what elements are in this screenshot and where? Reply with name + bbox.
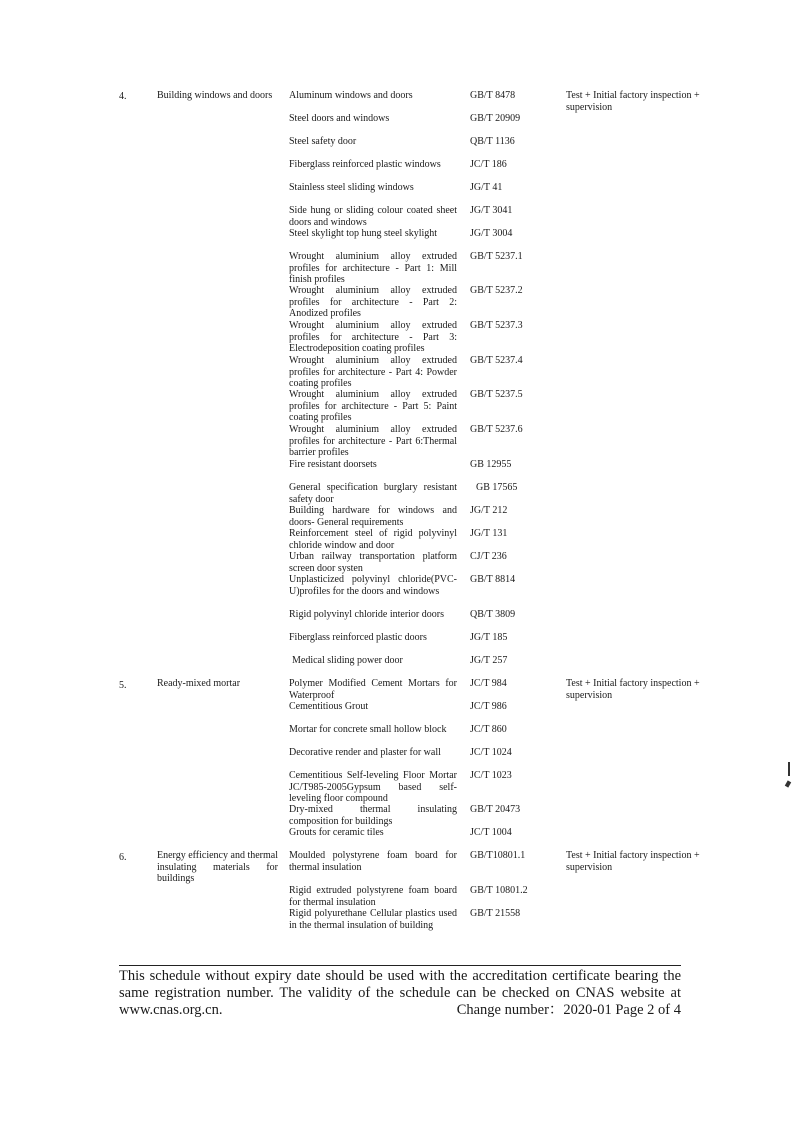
- product-name: Rigid polyvinyl chloride interior doors: [289, 609, 444, 620]
- standard-code: JG/T 257: [470, 655, 508, 666]
- product-name: Steel safety door: [289, 136, 357, 147]
- standard-code: JC/T 1024: [470, 747, 512, 758]
- standard-code: GB/T 5237.3: [470, 320, 523, 331]
- product-name: Cementitious Grout: [289, 701, 369, 712]
- group-number: 6.: [119, 852, 127, 863]
- product-name: Decorative render and plaster for wall: [289, 747, 441, 758]
- standard-code: JG/T 3004: [470, 228, 513, 239]
- standard-code: CJ/T 236: [470, 551, 507, 562]
- standard-code: JC/T 186: [470, 159, 507, 170]
- standard-code: GB/T10801.1: [470, 850, 526, 861]
- product-name: Dry-mixed thermal insulating composition for buildings: [289, 804, 457, 827]
- standard-code: GB/T 5237.1: [470, 251, 523, 262]
- group-category: Ready-mixed mortar: [157, 678, 241, 689]
- group-method: Test + Initial factory inspection + supervision: [566, 90, 700, 113]
- product-name: Rigid extruded polystyrene foam board for thermal insulation: [289, 885, 457, 908]
- footer-line-3: [119, 1002, 681, 1019]
- standard-code: GB/T 5237.2: [470, 285, 523, 296]
- standard-code: GB 17565: [476, 482, 518, 493]
- product-name: Polymer Modified Cement Mortars for Waterproof: [289, 678, 457, 701]
- standard-code: JC/T 984: [470, 678, 507, 689]
- product-name: Urban railway transportation platform screen door systen: [289, 551, 457, 574]
- standard-code: QB/T 1136: [470, 136, 515, 147]
- standard-code: GB/T 5237.5: [470, 389, 523, 400]
- product-name: Steel doors and windows: [289, 113, 390, 124]
- group-method: Test + Initial factory inspection + supervision: [566, 678, 700, 701]
- product-name: Cementitious Self-leveling Floor Mortar JC/T985-2005Gypsum based self-leveling floor compound: [289, 770, 457, 805]
- standard-code: JC/T 1023: [470, 770, 512, 781]
- product-name: Wrought aluminium alloy extruded profiles for architecture - Part 4: Powder coating profiles: [289, 355, 457, 390]
- product-name: Grouts for ceramic tiles: [289, 827, 384, 838]
- product-name: Building hardware for windows and doors- General requirements: [289, 505, 457, 528]
- product-name: Fire resistant doorsets: [289, 459, 377, 470]
- product-name: Fiberglass reinforced plastic doors: [289, 632, 427, 643]
- product-name: Steel skylight top hung steel skylight: [289, 228, 438, 239]
- scan-mark: [788, 762, 790, 776]
- group-number: 4.: [119, 91, 127, 102]
- product-name: Reinforcement steel of rigid polyvinyl chloride window and door: [289, 528, 457, 551]
- footer-divider: [119, 965, 681, 966]
- product-name: Stainless steel sliding windows: [289, 182, 414, 193]
- group-category: Building windows and doors: [157, 90, 273, 101]
- footer-line-2: same registration number. The validity of the schedule can be checked on CNAS website at: [119, 985, 681, 1001]
- group-category: Energy efficiency and thermal insulating materials for buildings: [157, 850, 278, 885]
- standard-code: JC/T 860: [470, 724, 507, 735]
- product-name: Wrought aluminium alloy extruded profiles for architecture - Part 3: Electrodeposition coating profiles: [289, 320, 457, 355]
- standard-code: GB/T 20909: [470, 113, 521, 124]
- standard-code: GB/T 8478: [470, 90, 516, 101]
- footer-line-1: This schedule without expiry date should be used with the accreditation certificate bearing the: [119, 968, 681, 984]
- product-name: Fiberglass reinforced plastic windows: [289, 159, 441, 170]
- standard-code: GB/T 21558: [470, 908, 521, 919]
- footer-change-page: Change number：2020-01 Page 2 of 4: [456, 1002, 681, 1018]
- standard-code: QB/T 3809: [470, 609, 516, 620]
- scan-mark: [785, 780, 791, 787]
- product-name: Wrought aluminium alloy extruded profiles for architecture - Part 6:Thermal barrier profiles: [289, 424, 457, 459]
- product-name: Wrought aluminium alloy extruded profiles for architecture - Part 1: Mill finish profiles: [289, 251, 457, 286]
- standard-code: GB/T 20473: [470, 804, 521, 815]
- standard-code: JG/T 41: [470, 182, 503, 193]
- product-name: Wrought aluminium alloy extruded profiles for architecture - Part 5: Paint coating profiles: [289, 389, 457, 424]
- group-number: 5.: [119, 680, 127, 691]
- product-name: Moulded polystyrene foam board for thermal insulation: [289, 850, 457, 873]
- standard-code: GB/T 5237.4: [470, 355, 523, 366]
- product-name: General specification burglary resistant safety door: [289, 482, 457, 505]
- group-method: Test + Initial factory inspection + supervision: [566, 850, 700, 873]
- product-name: Wrought aluminium alloy extruded profiles for architecture - Part 2: Anodized profiles: [289, 285, 457, 320]
- standard-code: GB/T 10801.2: [470, 885, 528, 896]
- standard-code: JG/T 185: [470, 632, 508, 643]
- standard-code: JC/T 986: [470, 701, 507, 712]
- product-name: Mortar for concrete small hollow block: [289, 724, 447, 735]
- standard-code: GB 12955: [470, 459, 512, 470]
- product-name: Medical sliding power door: [292, 655, 403, 666]
- standard-code: JG/T 131: [470, 528, 508, 539]
- product-name: Side hung or sliding colour coated sheet doors and windows: [289, 205, 457, 228]
- standard-code: GB/T 8814: [470, 574, 516, 585]
- product-name: Aluminum windows and doors: [289, 90, 413, 101]
- standard-code: JG/T 3041: [470, 205, 513, 216]
- footer-website: www.cnas.org.cn.: [119, 1002, 223, 1018]
- product-name: Unplasticized polyvinyl chloride(PVC-U)profiles for the doors and windows: [289, 574, 457, 597]
- standard-code: JG/T 212: [470, 505, 508, 516]
- standard-code: GB/T 5237.6: [470, 424, 523, 435]
- product-name: Rigid polyurethane Cellular plastics used in the thermal insulation of building: [289, 908, 457, 931]
- standard-code: JC/T 1004: [470, 827, 512, 838]
